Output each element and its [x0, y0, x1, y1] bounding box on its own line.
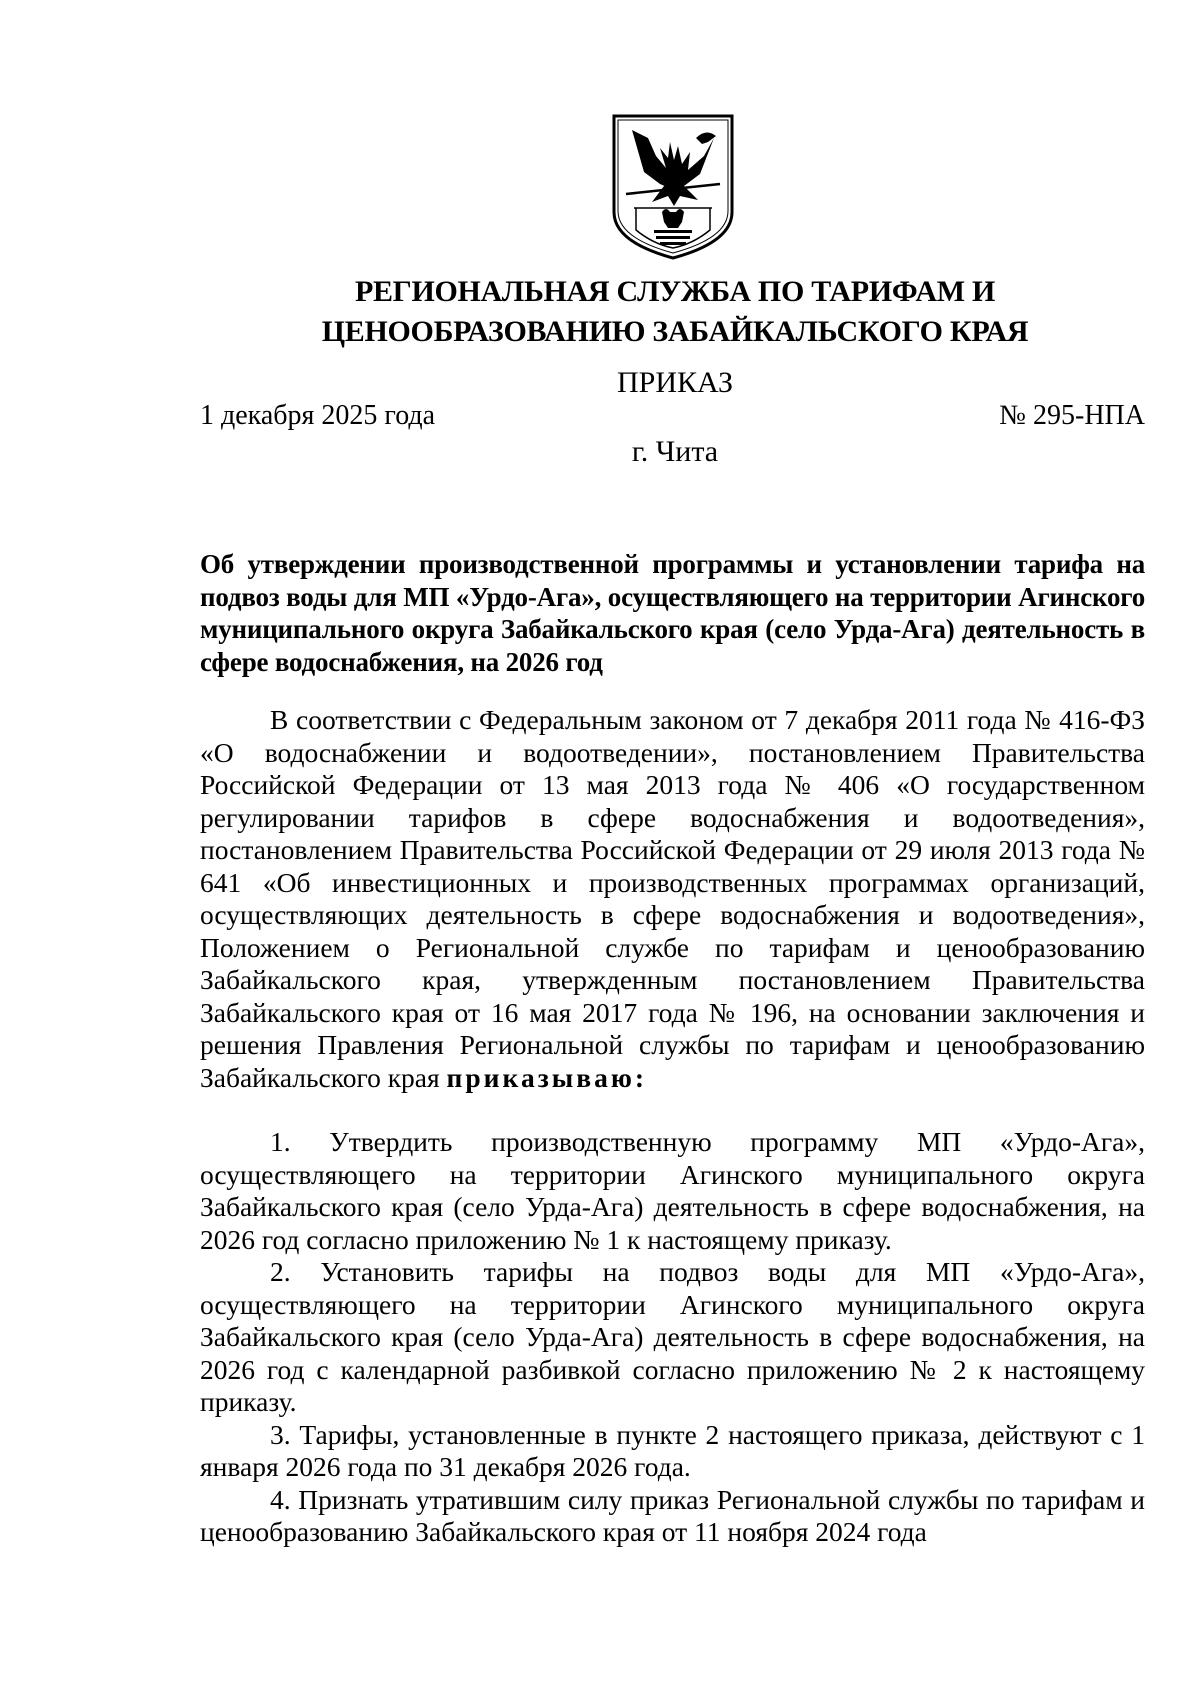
authority-line-2: ЦЕНООБРАЗОВАНИЮ ЗАБАЙКАЛЬСКОГО КРАЯ: [321, 315, 1029, 348]
item-2-paragraph: 2. Установить тарифы на подвоз воды для МП «Урдо-Ага», осуществляющего на территории Агинского муниципального округа Забайкальского края (село Урда-Ага) деятельность в сфере водоснабжения, на 2026 год с календарной разбивкой согласно приложению № 2 к настоящему приказу.: [200, 1256, 1145, 1417]
coat-of-arms-icon: [608, 112, 738, 262]
document-body: [200, 704, 1145, 1549]
order-word: приказываю:: [446, 1061, 648, 1093]
date-number-line: [200, 398, 1145, 438]
document-number: № 295-НПА: [999, 400, 1145, 431]
issuing-authority: [200, 272, 1150, 352]
authority-line-1: РЕГИОНАЛЬНАЯ СЛУЖБА ПО ТАРИФАМ И: [354, 275, 996, 308]
document-date: 1 декабря 2025 года: [200, 400, 436, 431]
document-type: ПРИКАЗ: [617, 366, 733, 399]
preamble-paragraph: [200, 704, 1145, 1094]
item-1-paragraph: 1. Утвердить производственную программу МП «Урдо-Ага», осуществляющего на территории Агинского муниципального округа Забайкальского края (село Урда-Ага) деятельность в сфере водоснабжения, на 2026 год согласно приложению № 1 к настоящему приказу.: [200, 1126, 1145, 1255]
document-title: Об утверждении производственной программы и установлении тарифа на подвоз воды для МП «Урдо-Ага», осуществляющего на территории Агинского муниципального округа Забайкальского края (село Урда-Ага) деятельность в сфере водоснабжения, на 2026 год: [200, 549, 1145, 677]
preamble-text: В соответствии с Федеральным законом от 7 декабря 2011 года № 416-ФЗ «О водоснабжении и водоотведении», постановлением Правительства Российской Федерации от 13 мая 2013 года № 406 «О государственном регулировании тарифов в сфере водоснабжения и водоотведения», постановлением Правительства Российской Федерации от 29 июля 2013 года № 641 «Об инвестиционных и производственных программах организаций, осуществляющих деятельность в сфере водоснабжения и водоотведения», Положением о Региональной службе по тарифам и ценообразованию Забайкальского края, утвержденным постановлением Правительства Забайкальского края от 16 мая 2017 года № 196, на основании заключения и решения Правления Региональной службы по тарифам и ценообразованию Забайкальского края: [200, 704, 1145, 1093]
document-city: г. Чита: [631, 435, 719, 468]
item-3-paragraph: 3. Тарифы, установленные в пункте 2 настоящего приказа, действуют с 1 января 2026 года по 31 декабря 2026 года.: [200, 1418, 1145, 1482]
item-4-paragraph: 4. Признать утратившим силу приказ Региональной службы по тарифам и ценообразованию Забайкальского края от 11 ноября 2024 года: [200, 1483, 1145, 1547]
